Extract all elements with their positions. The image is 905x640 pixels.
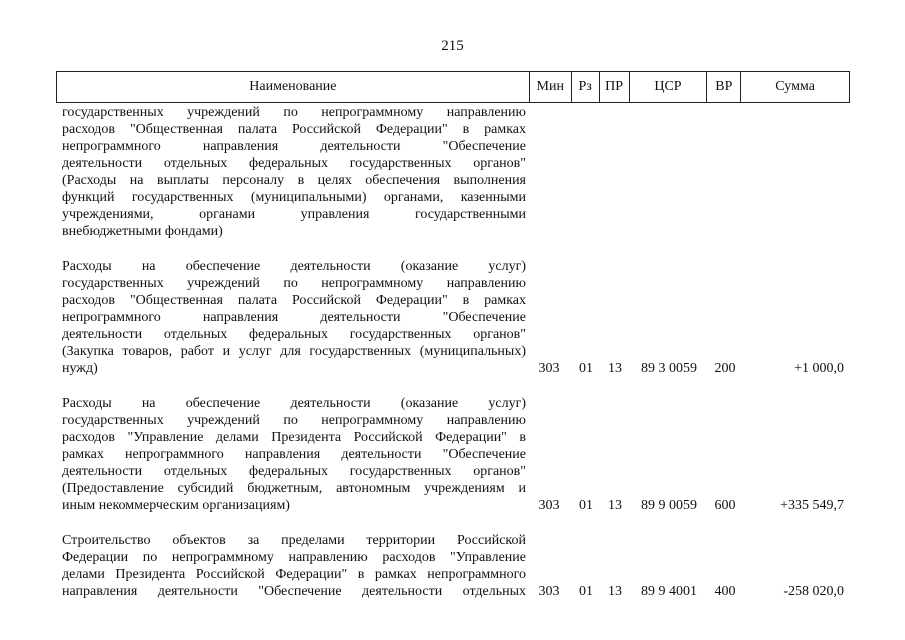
column-header-rz: Рз <box>572 72 600 102</box>
table-row <box>56 258 850 377</box>
table-body <box>56 104 850 618</box>
row-csr: 89 3 0059 <box>641 361 697 376</box>
row-name: Расходы на обеспечение деятельности (оказание услуг) государственных учреждений по непрограммному направлению расходов "Управление делами Президента Российской Федерации" в рамках непрограммного направления деятельности "Обеспечение деятельности отдельных федеральных государственных органов" (Предоставление субсидий бюджетным, автономным учреждениям и иным некоммерческим организациям) <box>62 396 526 513</box>
row-rz: 01 <box>579 584 593 599</box>
row-pr: 13 <box>608 498 622 513</box>
row-vr: 600 <box>714 498 736 513</box>
row-name: государственных учреждений по непрограммному направлению расходов "Общественная палата Российской Федерации" в рамках непрограммного направления деятельности "Обеспечение деятельности отдельных федеральных государственных органов" (Расходы на выплаты персоналу в целях обеспечения выполнения функций государственных (муниципальными) органами, казенными учреждениями, органами управления государственными внебюджетными фондами) <box>62 105 526 239</box>
row-pr: 13 <box>608 361 622 376</box>
row-min: 303 <box>538 498 560 513</box>
table-row <box>56 395 850 514</box>
column-header-min: Мин <box>530 72 572 102</box>
row-rz: 01 <box>579 498 593 513</box>
row-name: Расходы на обеспечение деятельности (оказание услуг) государственных учреждений по непрограммному направлению расходов "Общественная палата Российской Федерации" в рамках непрограммного направления деятельности "Обеспечение деятельности отдельных федеральных государственных органов" (Закупка товаров, работ и услуг для государственных (муниципальных) нужд) <box>62 259 526 376</box>
row-sum: +1 000,0 <box>794 361 844 376</box>
row-min: 303 <box>538 361 560 376</box>
table-header <box>56 71 850 103</box>
row-csr: 89 9 0059 <box>641 498 697 513</box>
column-header-csr: ЦСР <box>630 72 708 102</box>
column-header-vr: ВР <box>707 72 741 102</box>
column-header-pr: ПР <box>600 72 630 102</box>
row-min: 303 <box>538 584 560 599</box>
row-vr: 400 <box>714 584 736 599</box>
row-csr: 89 9 4001 <box>641 584 697 599</box>
row-name: Строительство объектов за пределами территории Российской Федерации по непрограммному направлению расходов "Управление делами Президента Российской Федерации" в рамках непрограммного направления деятельности "Обеспечение деятельности отдельных <box>62 533 526 599</box>
table-row <box>56 104 850 240</box>
row-sum: -258 020,0 <box>783 584 844 599</box>
row-sum: +335 549,7 <box>780 498 844 513</box>
column-header-name: Наименование <box>57 72 530 102</box>
row-pr: 13 <box>608 584 622 599</box>
page-number: 215 <box>441 38 464 54</box>
row-vr: 200 <box>714 361 736 376</box>
column-header-sum: Сумма <box>775 79 815 94</box>
row-rz: 01 <box>579 361 593 376</box>
table-row <box>56 532 850 600</box>
